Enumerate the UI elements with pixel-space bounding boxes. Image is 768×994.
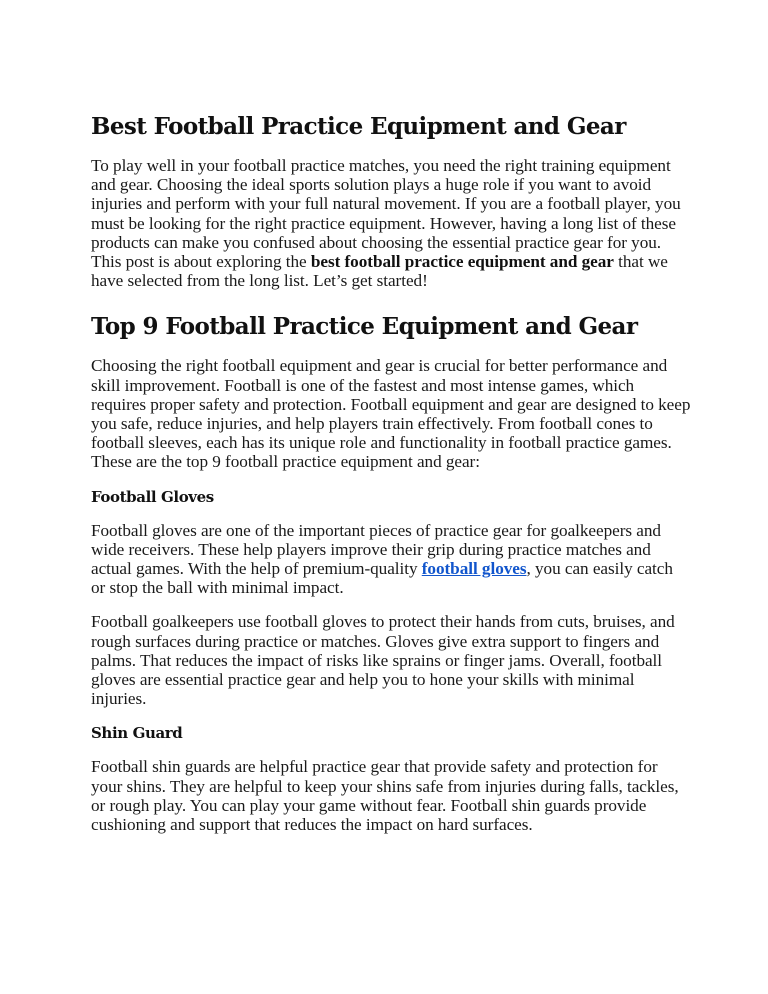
football-gloves-paragraph-2: Football goalkeepers use football gloves to protect their hands from cuts, bruises, and rough surfaces during practice or matches. Gloves give extra support to fingers and palms. That reduces the impact of risks like sprains or finger jams. Overall, football gloves are essential practice gear and help you to hone your skills with minimal injuries. xyxy=(91,612,675,709)
shin-guard-paragraph-1: Football shin guards are helpful practice gear that provide safety and protection for your shins. They are helpful to keep your shins safe from injuries during falls, tackles, or rough play. You can play your game without fear. Football shin guards provide cushioning and support that reduces the impact on hard surfaces. xyxy=(91,757,679,835)
intro-bold-phrase: best football practice equipment and gear xyxy=(310,252,614,272)
gloves-text-start: Football gloves are one of the important pieces of practice gear for goalkeepers and wide receivers. These help players improve their grip during practice matches and actual games. With the help of premium-quality xyxy=(91,520,661,579)
football-gloves-link[interactable]: football gloves xyxy=(421,559,527,579)
section-title: Top 9 Football Practice Equipment and Gear xyxy=(91,313,638,341)
article-title: Best Football Practice Equipment and Gear xyxy=(91,113,626,140)
item-heading-shin-guard: Shin Guard xyxy=(91,724,183,743)
football-gloves-paragraph-1 xyxy=(91,521,691,598)
item-heading-football-gloves: Football Gloves xyxy=(91,487,214,506)
document-page xyxy=(91,112,691,849)
section-intro-paragraph: Choosing the right football equipment and gear is crucial for better performance and skill improvement. Football is one of the fastest and most intense games, which requires proper safety and protection. Football equipment and gear are designed to keep you safe, reduce injuries, and help players train effectively. From football cones to football sleeves, each has its unique role and functionality in football practice games. These are the top 9 football practice equipment and gear: xyxy=(91,356,691,472)
intro-text-end: that we have selected from the long list. Let’s get started! xyxy=(91,252,668,291)
intro-paragraph xyxy=(91,156,691,290)
intro-text-start: To play well in your football practice matches, you need the right training equipment and gear. Choosing the ideal sports solution plays a huge role if you want to avoid injuries and perform with your full natural movement. If you are a football player, you must be looking for the right practice equipment. However, having a long list of these products can make you confused about choosing the essential practice gear for you. This post is about exploring the xyxy=(91,156,681,272)
gloves-text-end: , you can easily catch or stop the ball with minimal impact. xyxy=(91,559,673,598)
